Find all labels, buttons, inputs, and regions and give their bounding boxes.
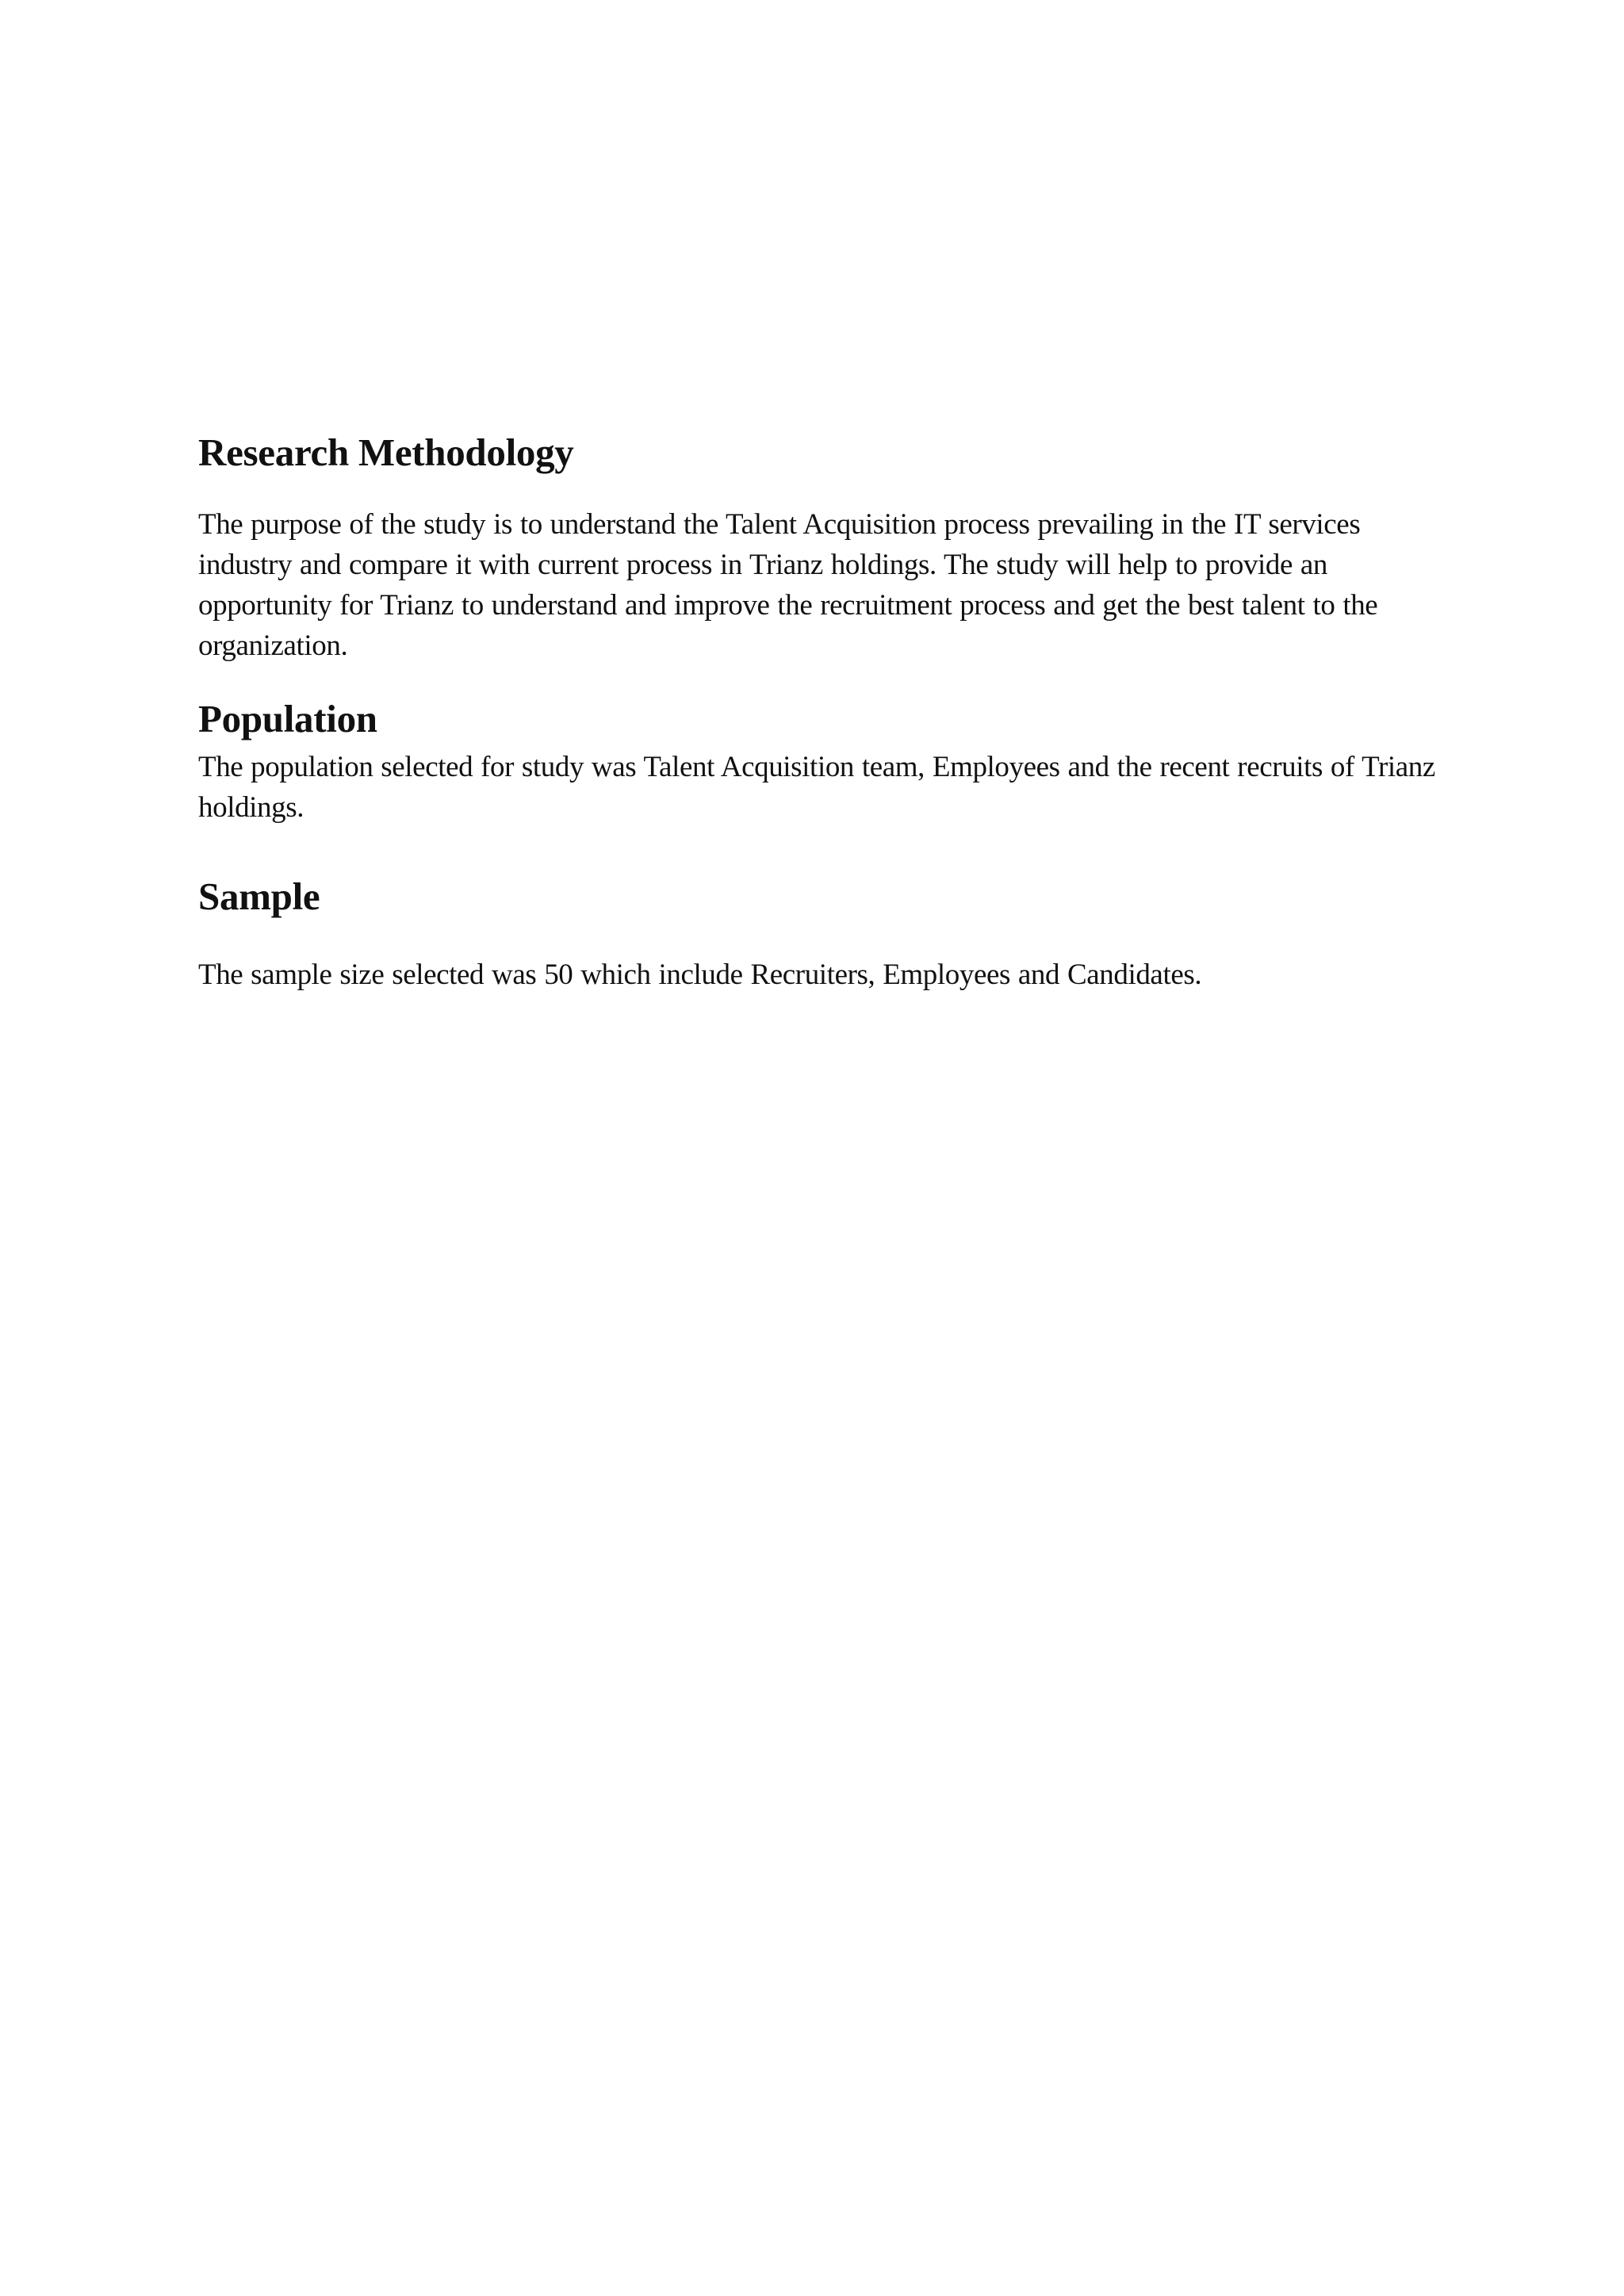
- paragraph-population: The population selected for study was Talent Acquisition team, Employees and the recent recruits of Trianz holdings.: [198, 751, 1435, 824]
- heading-research-methodology: Research Methodology: [198, 430, 574, 474]
- paragraph-research-methodology: The purpose of the study is to understand the Talent Acquisition process prevailing in the IT services industry and compare it with current process in Trianz holdings. The study will help to provide an opportunity for Trianz to understand and improve the recruitment process and get the best talent to the organization.: [198, 508, 1378, 662]
- heading-population: Population: [198, 697, 377, 740]
- paragraph-sample: The sample size selected was 50 which include Recruiters, Employees and Candidates.: [198, 959, 1202, 991]
- heading-sample: Sample: [198, 874, 320, 918]
- document-content: [198, 425, 1451, 995]
